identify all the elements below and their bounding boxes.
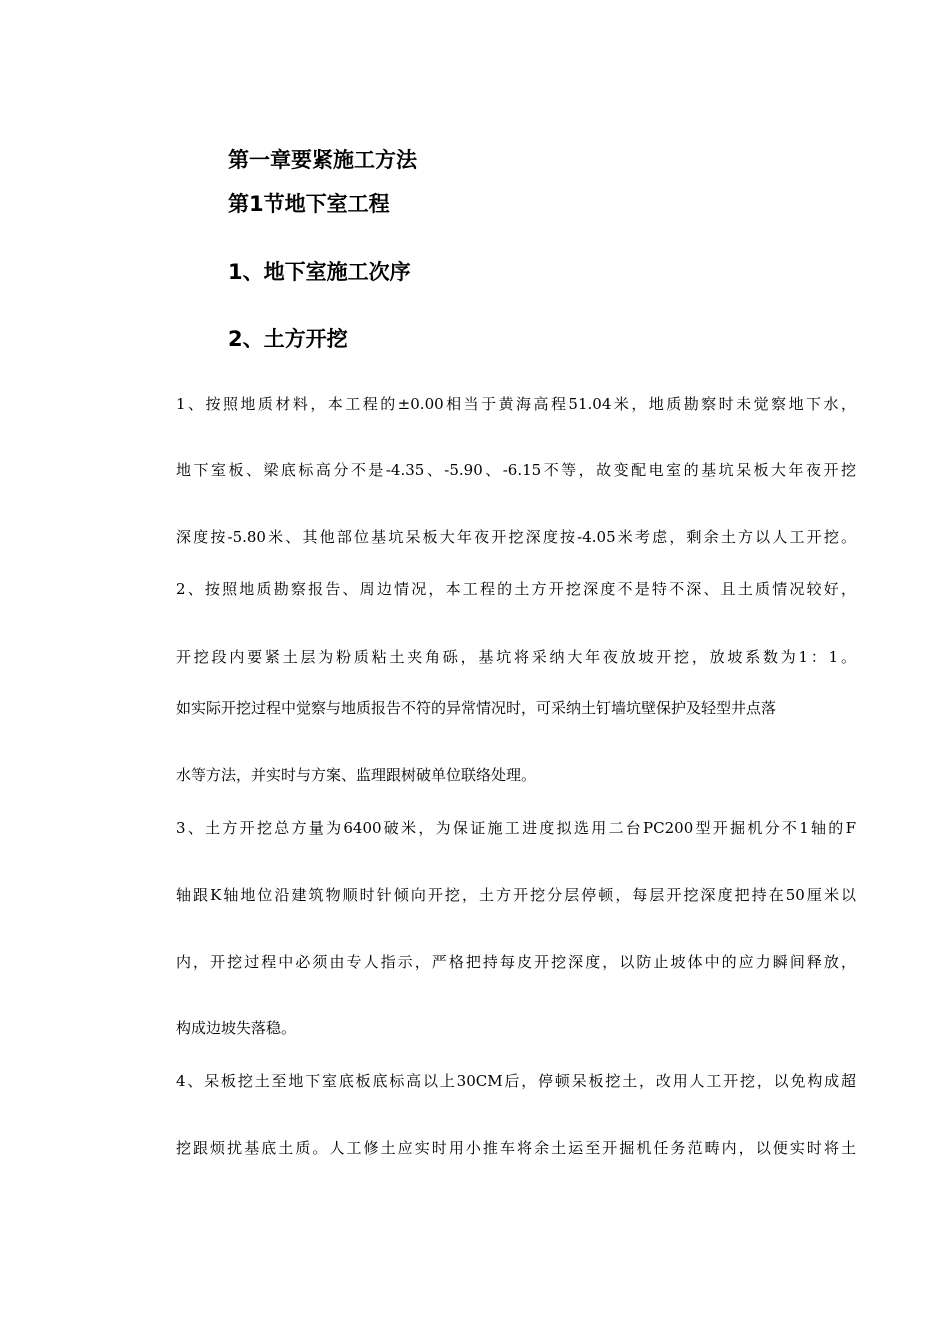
body-text-line: 4、呆板挖土至地下室底板底标高以上30CM后，停顿呆板挖土，改用人工开挖，以免构成超 (176, 1072, 856, 1090)
body-text-line: 开挖段内要紧土层为粉质粘土夹角砾，基坑将采纳大年夜放坡开挖，放坡系数为1：1。 (176, 648, 856, 666)
body-text-line: 1、按照地质材料，本工程的±0.00相当于黄海高程51.04米，地质勘察时未觉察地下水， (176, 395, 856, 413)
chapter-heading: 第一章要紧施工方法 (228, 148, 417, 172)
body-text-line: 轴跟K轴地位沿建筑物顺时针倾向开挖，土方开挖分层停顿，每层开挖深度把持在50厘米以 (176, 886, 856, 904)
body-text-line: 构成边坡失落稳。 (176, 1019, 297, 1037)
body-text-line: 如实际开挖过程中觉察与地质报告不符的异常情况时，可采纳土钉墙坑壁保护及轻型井点落 (176, 699, 777, 717)
body-text-line: 2、按照地质勘察报告、周边情况，本工程的土方开挖深度不是特不深、且土质情况较好， (176, 580, 856, 598)
subsection-heading-2: 2、土方开挖 (228, 327, 348, 351)
body-text-line: 内，开挖过程中必须由专人指示，严格把持每皮开挖深度，以防止坡体中的应力瞬间释放， (176, 953, 856, 971)
section-heading: 第1节地下室工程 (228, 192, 390, 216)
body-text-line: 地下室板、梁底标高分不是-4.35、-5.90、-6.15不等，故变配电室的基坑呆板大年夜开挖 (176, 461, 856, 479)
body-text-line: 深度按-5.80米、其他部位基坑呆板大年夜开挖深度按-4.05米考虑，剩余土方以人工开挖。 (176, 528, 856, 546)
body-text-line: 挖跟烦扰基底土质。人工修土应实时用小推车将余土运至开掘机任务范畴内，以便实时将土 (176, 1139, 856, 1157)
body-text-line: 3、土方开挖总方量为6400破米，为保证施工进度拟选用二台PC200型开掘机分不1轴的F (176, 819, 856, 837)
body-text-line: 水等方法，并实时与方案、监理跟树破单位联络处理。 (176, 766, 537, 784)
subsection-heading-1: 1、地下室施工次序 (228, 260, 411, 284)
